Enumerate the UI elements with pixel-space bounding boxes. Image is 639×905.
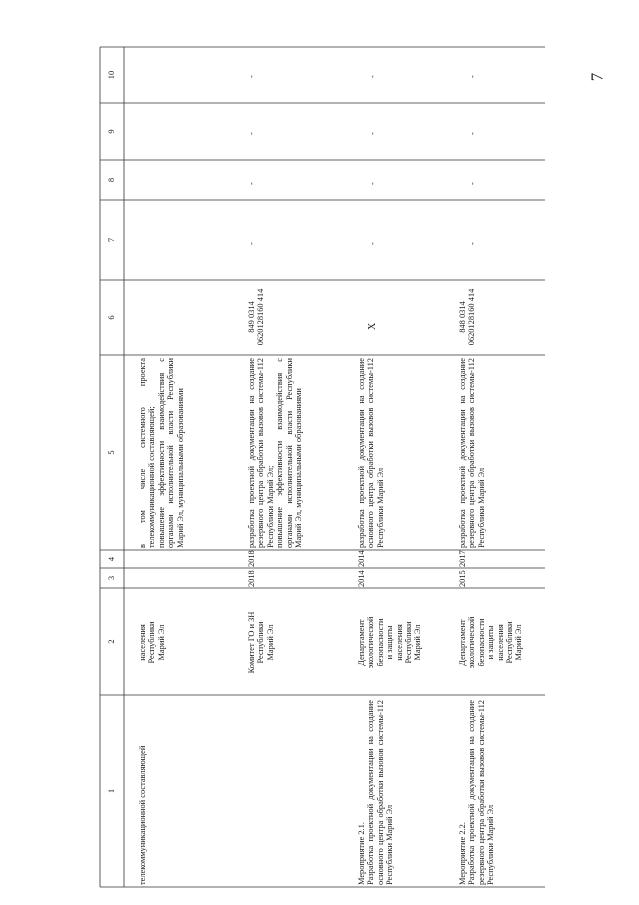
cell-result: разработка проектной документации на создание резервного центра обработки вызовов системы-112 Республики Марий Эл (458, 358, 486, 548)
cell-col8: - (368, 182, 377, 185)
cell-budget-code: 848 0314 0620128160 414 (458, 288, 477, 346)
cell-end-year: 2017 (458, 550, 467, 567)
header-col-2: 2 (107, 639, 116, 644)
cell-col10: - (247, 75, 256, 78)
cell-col10: - (368, 75, 377, 78)
cell-start-year: 2018 (247, 570, 256, 587)
header-col-5: 5 (107, 450, 116, 455)
cell-activity: Мероприятие 2.2. Разработка проектной документации на создание резервного центра обработки вызовов системы-112 Республики Марий Эл (458, 700, 496, 885)
cell-end-year: 2014 (357, 550, 366, 567)
cell-activity: телекоммуникационной составляющей (138, 745, 147, 885)
header-col-8: 8 (107, 177, 116, 183)
cell-col8: - (468, 182, 477, 185)
header-col-6: 6 (107, 315, 116, 320)
cell-budget-code: 849 0314 0620128160 414 (247, 288, 266, 346)
cell-executor: населения Республики Марий Эл (138, 621, 166, 664)
cell-activity: Мероприятие 2.1. Разработка проектной документации на создание основного центра обработки вызовов системы-112 Республики Марий Эл (357, 700, 395, 885)
cell-col7: - (368, 242, 377, 245)
header-col-3: 3 (107, 575, 116, 581)
cell-col7: - (468, 242, 477, 245)
cell-executor: Департамент экологической безопасности и защиты населения Республики Марий Эл (458, 616, 524, 669)
header-col-4: 4 (107, 556, 116, 562)
page-number: 7 (587, 72, 606, 82)
header-col-7: 7 (107, 237, 116, 243)
header-col-10: 10 (107, 70, 116, 80)
cell-col7: - (247, 242, 256, 245)
cell-executor: Департамент экологической безопасности и защиты населения Республики Марий Эл (357, 616, 423, 669)
cell-start-year: 2015 (458, 570, 467, 587)
cell-col9: - (247, 132, 256, 135)
header-col-9: 9 (107, 129, 116, 134)
cell-result: разработка проектной документации на создание основного центра обработки вызовов системы-112 Республики Марий Эл (357, 358, 385, 548)
cell-end-year: 2018 (247, 550, 256, 567)
cell-col9: - (468, 132, 477, 135)
cell-col9: - (368, 132, 377, 135)
cell-executor: Комитет ГО и ЗН Республики Марий Эл (247, 611, 275, 674)
cell-budget-code: X (367, 322, 378, 330)
cell-start-year: 2014 (357, 570, 366, 587)
cell-col10: - (468, 75, 477, 78)
cell-result: разработка проектной документации на создание резервного центра обработки вызовов системы-112 Республики Марий Эл; повышение эффективности взаимодействия с органами исполнительной власти Республики Марий Эл, муниципальными образованиями (247, 358, 304, 548)
cell-col8: - (247, 182, 256, 185)
cell-result: в том числе системного проекта телекоммуникационной составляющей; повышение эффективности взаимодействия с органами исполнительной власти Республики Марий Эл, муниципальными образованиями (138, 358, 185, 548)
header-col-1: 1 (107, 788, 116, 794)
